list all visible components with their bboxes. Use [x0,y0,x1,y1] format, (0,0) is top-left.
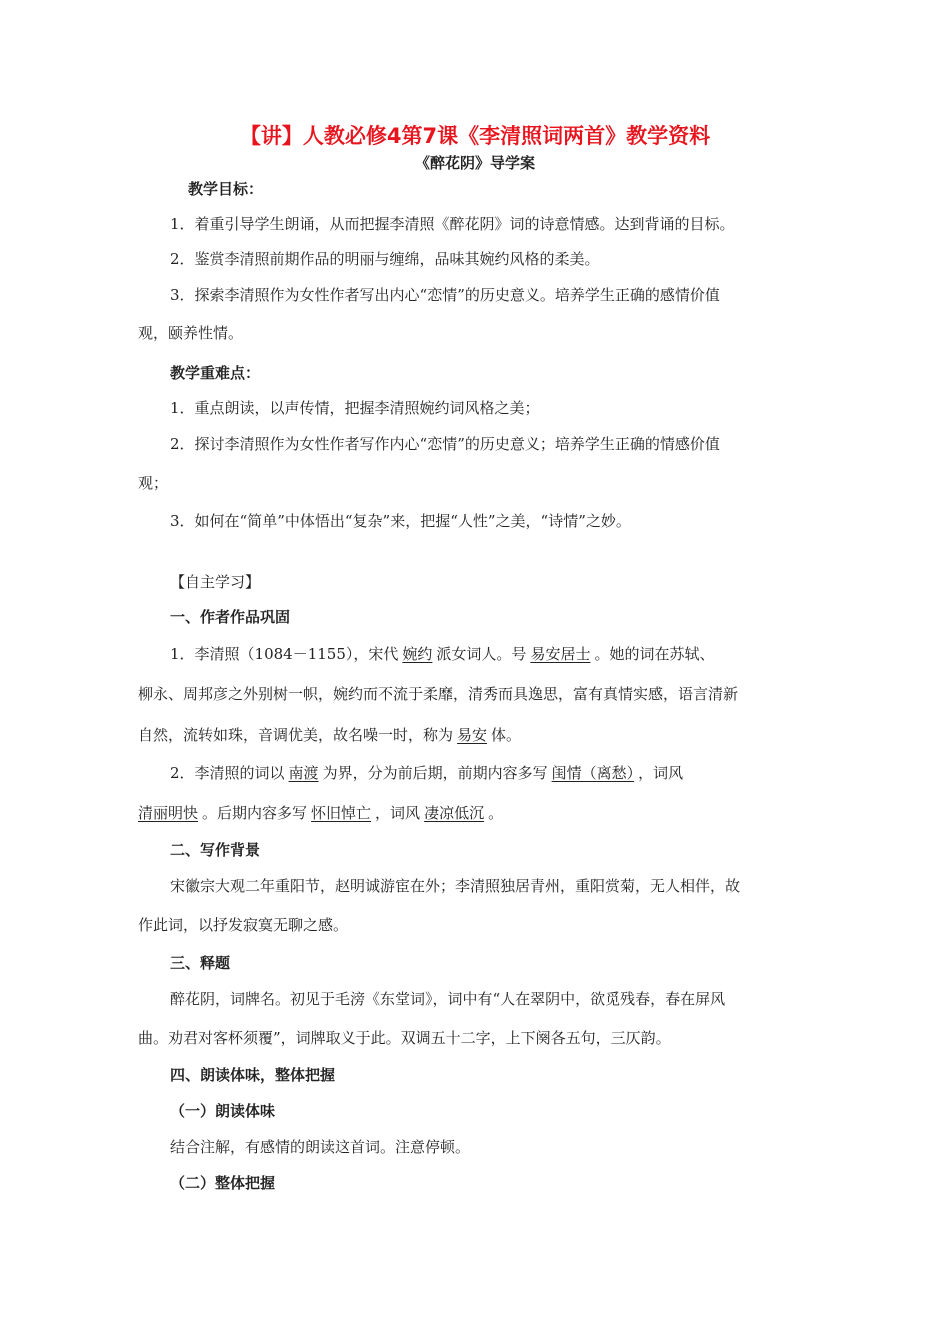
answer-blank: 怀旧悼亡 [311,804,372,822]
key-points-heading: 教学重难点： [170,364,261,382]
answer-blank: 清丽明快 [138,804,199,822]
background-line-2: 作此词，以抒发寂寞无聊之感。 [138,916,349,934]
period-paragraph-line-1: 2．李清照的词以 南渡 为界，分为前后期，前期内容多写 闺情（离愁） ，词风 [170,764,684,782]
title-explain-line-1: 醉花阴，词牌名。初见于毛滂《东堂词》，词中有“人在翠阴中，欲觅残春，春在屏风 [170,990,726,1008]
document-subtitle: 《醉花阴》导学案 [414,154,535,172]
subsection-1-text: 结合注解，有感情的朗读这首词。注意停顿。 [170,1138,471,1156]
period-paragraph-line-2: 清丽明快 。后期内容多写 怀旧悼亡 ，词风 凄凉低沉 。 [138,804,504,822]
author-paragraph-line-2: 柳永、周邦彦之外别树一帜，婉约而不流于柔靡，清秀而具逸思，富有真情实感，语言清新 [138,685,739,703]
author-paragraph-line-1: 1．李清照（1084－1155），宋代 婉约 派女词人。号 易安居士 。她的词在苏轼、 [170,645,715,663]
answer-blank: 易安 [457,726,488,744]
goal-item-2: 2．鉴赏李清照前期作品的明丽与缠绵，品味其婉约风格的柔美。 [170,250,600,268]
section-3-heading: 三、释题 [170,954,231,972]
goal-item-3: 3．探索李清照作为女性作者写出内心“恋情”的历史意义。培养学生正确的感情价值 [170,286,720,304]
section-4-heading: 四、朗读体味，整体把握 [170,1066,336,1084]
answer-blank: 闺情（离愁） [551,764,635,782]
key-point-2-cont: 观； [138,474,169,492]
subsection-2-heading: （二）整体把握 [170,1174,276,1192]
subsection-1-heading: （一）朗读体味 [170,1102,276,1120]
section-1-heading: 一、作者作品巩固 [170,608,291,626]
self-study-label: 【自主学习】 [170,573,261,591]
answer-blank: 南渡 [288,764,319,782]
goals-heading: 教学目标： [188,180,264,198]
key-point-3: 3．如何在“简单”中体悟出“复杂”来，把握“人性”之美，“诗情”之妙。 [170,512,631,530]
answer-blank: 婉约 [402,645,433,663]
key-point-2: 2．探讨李清照作为女性作者写作内心“恋情”的历史意义；培养学生正确的情感价值 [170,435,720,453]
title-explain-line-2: 曲。劝君对客杯须覆”，词牌取义于此。双调五十二字，上下阕各五句，三仄韵。 [138,1029,671,1047]
answer-blank: 易安居士 [530,645,591,663]
author-paragraph-line-3: 自然，流转如珠，音调优美，故名噪一时，称为 易安 体。 [138,726,522,744]
section-2-heading: 二、写作背景 [170,841,261,859]
goal-item-3-cont: 观，颐养性情。 [138,324,244,342]
background-line-1: 宋徽宗大观二年重阳节，赵明诚游宦在外；李清照独居青州，重阳赏菊，无人相伴，故 [170,877,741,895]
answer-blank: 凄凉低沉 [424,804,485,822]
goal-item-1: 1．着重引导学生朗诵，从而把握李清照《醉花阴》词的诗意情感。达到背诵的目标。 [170,215,735,233]
key-point-1: 1．重点朗读，以声传情，把握李清照婉约词风格之美； [170,399,540,417]
document-title: 【讲】人教必修4第7课《李清照词两首》教学资料 [239,124,711,148]
